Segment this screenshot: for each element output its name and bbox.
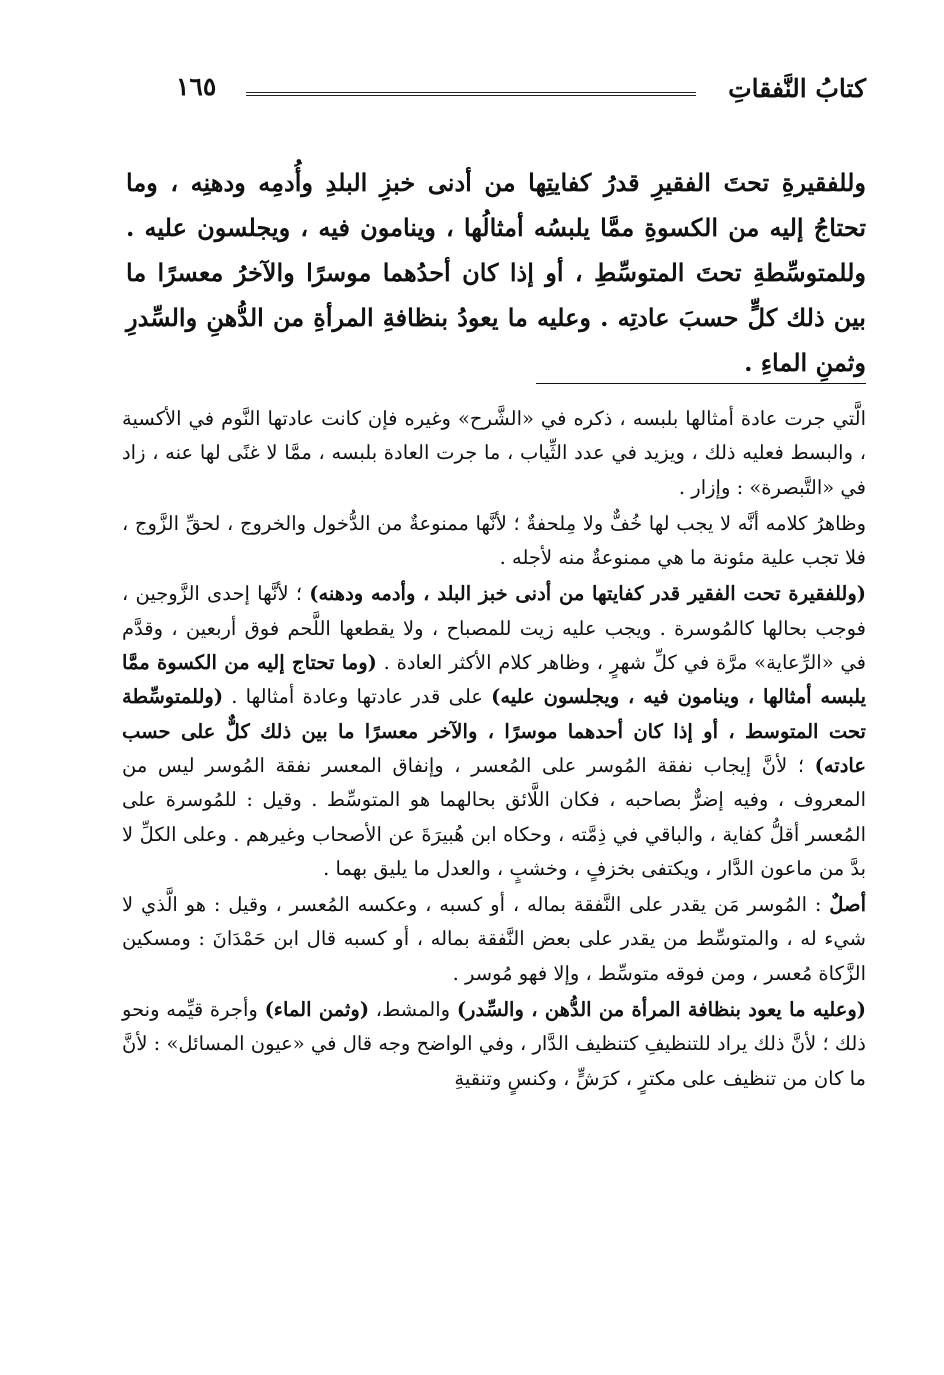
commentary-paragraph-2: وظاهرُ كلامه أنَّه لا يجب لها خُفٌّ ولا مِلحفةٌ ؛ لأنَّها ممنوعةٌ من الدُّخول والخروج ، لحقِّ الزَّوج ، فلا تجب علية مئونة ما هي ممنوعةٌ منه لأجله .: [122, 511, 866, 570]
commentary-paragraph-4: [122, 888, 866, 991]
quoted-main-text: (وما تحتاج إليه من الكسوة ممَّا يلبسه أمثالها ، وينامون فيه ، ويجلسون عليه): [122, 651, 866, 709]
commentary-paragraph-1: الَّتي جرت عادة أمثالها بلبسه ، ذكره في «الشَّرح» وغيره فإن كانت عادتها النَّوم في الأكسية ، والبسط فعليه ذلك ، ويزيد في عدد الثِّياب ، ما جرت العادة بلبسه ، ممَّا لا غنًى لها عنه ، زاد في «التَّبصرة» : وإزار .: [122, 407, 866, 499]
commentary-text: والمشط،: [369, 998, 457, 1022]
commentary-paragraph-3: [122, 577, 866, 886]
commentary-text: ؛ لأنَّها إحدى الزَّوجين ، فوجب بحالها كالمُوسرة . ويجب عليه زيت للمصباح ، ولا يقطعها اللَّحم فوق أربعين ، وقدَّم في «الرِّعاية» مرَّة في كلِّ شهرٍ ، وظاهر كلام الأكثر العادة .: [122, 582, 866, 675]
page-number: ١٦٥: [176, 72, 217, 101]
commentary-paragraph-5: [122, 993, 866, 1096]
quoted-main-text: (وللفقيرة تحت الفقير قدر كفايتها من أدنى خبز البلد ، وأدمه ودهنه): [309, 582, 866, 606]
book-title: كتابُ النَّفقاتِ: [728, 74, 866, 103]
main-text: [126, 160, 866, 385]
quoted-main-text: (وللمتوسِّطة تحت المتوسط ، أو إذا كان أحدهما موسرًا ، والآخر معسرًا ما بين ذلك كلٌّ على حسب عادته): [122, 685, 866, 777]
commentary-text: ؛ لأنَّ إيجاب نفقة المُوسر على المُعسر ، وإنفاق المعسر نفقة المُوسر ليس من المعروف ، وفيه إضرٌّ بصاحبه ، فكان اللَّائق بحالهما هو المتوسِّط . وقيل : للمُوسرة على المُعسر أقلُّ كفاية ، والباقي في ذِمَّته ، وحكاه ابن هُبيرَةَ عن الأصحاب وغيرهم . وعلى الكلِّ لا بدَّ من ماعون الدَّار ، ويكتفى بخزفٍ ، وخشبٍ ، والعدل ما يليق بهما .: [122, 753, 866, 880]
header-rule: [246, 92, 696, 96]
commentary-text: على قدر عادتها وعادة أمثالها .: [223, 685, 492, 709]
quoted-main-text: (وثمن الماء): [264, 998, 370, 1022]
commentary-text: : المُوسر مَن يقدر على النَّفقة بماله ، أو كسبه ، وعكسه المُعسر ، وقيل : هو الَّذي لا شيء له ، والمتوسِّط من يقدر على بعض النَّفقة بماله ، أو كسبه قال ابن حَمْدَانَ : ومسكين الزَّكاة مُعسر ، ومن فوقه متوسِّط ، وإلا فهو مُوسر .: [122, 893, 866, 985]
footnote-separator: [536, 383, 866, 384]
commentary: [122, 402, 866, 1096]
quoted-main-text: أصلٌ: [829, 893, 866, 917]
main-text-paragraph: وللفقيرةِ تحتَ الفقيرِ قدرُ كفايتِها من أدنى خبزِ البلدِ وأُدمِه ودهنِه ، وما تحتاجُ إليه من الكسوةِ ممَّا يلبسُه أمثالُها ، وينامون فيه ، ويجلسون عليه . وللمتوسِّطةِ تحتَ المتوسِّطِ ، أو إذا كان أحدُهما موسرًا والآخرُ معسرًا ما بين ذلك كلٍّ حسبَ عادتِه . وعليه ما يعودُ بنظافةِ المرأةِ من الدُّهنِ والسِّدرِ وثمنِ الماءِ .: [126, 168, 866, 377]
quoted-main-text: (وعليه ما يعود بنظافة المرأة من الدُّهن ، والسِّدر): [456, 998, 866, 1022]
commentary-text: وأجرة قيِّمه ونحو ذلك ؛ لأنَّ ذلك يراد للتنظيفِ كتنظيف الدَّار ، وفي الواضح وجه قال في «عيون المسائل» : لأنَّ ما كان من تنظيف على مكترٍ ، كرَشٍّ ، وكنسٍ وتنقيةِ: [122, 998, 866, 1090]
